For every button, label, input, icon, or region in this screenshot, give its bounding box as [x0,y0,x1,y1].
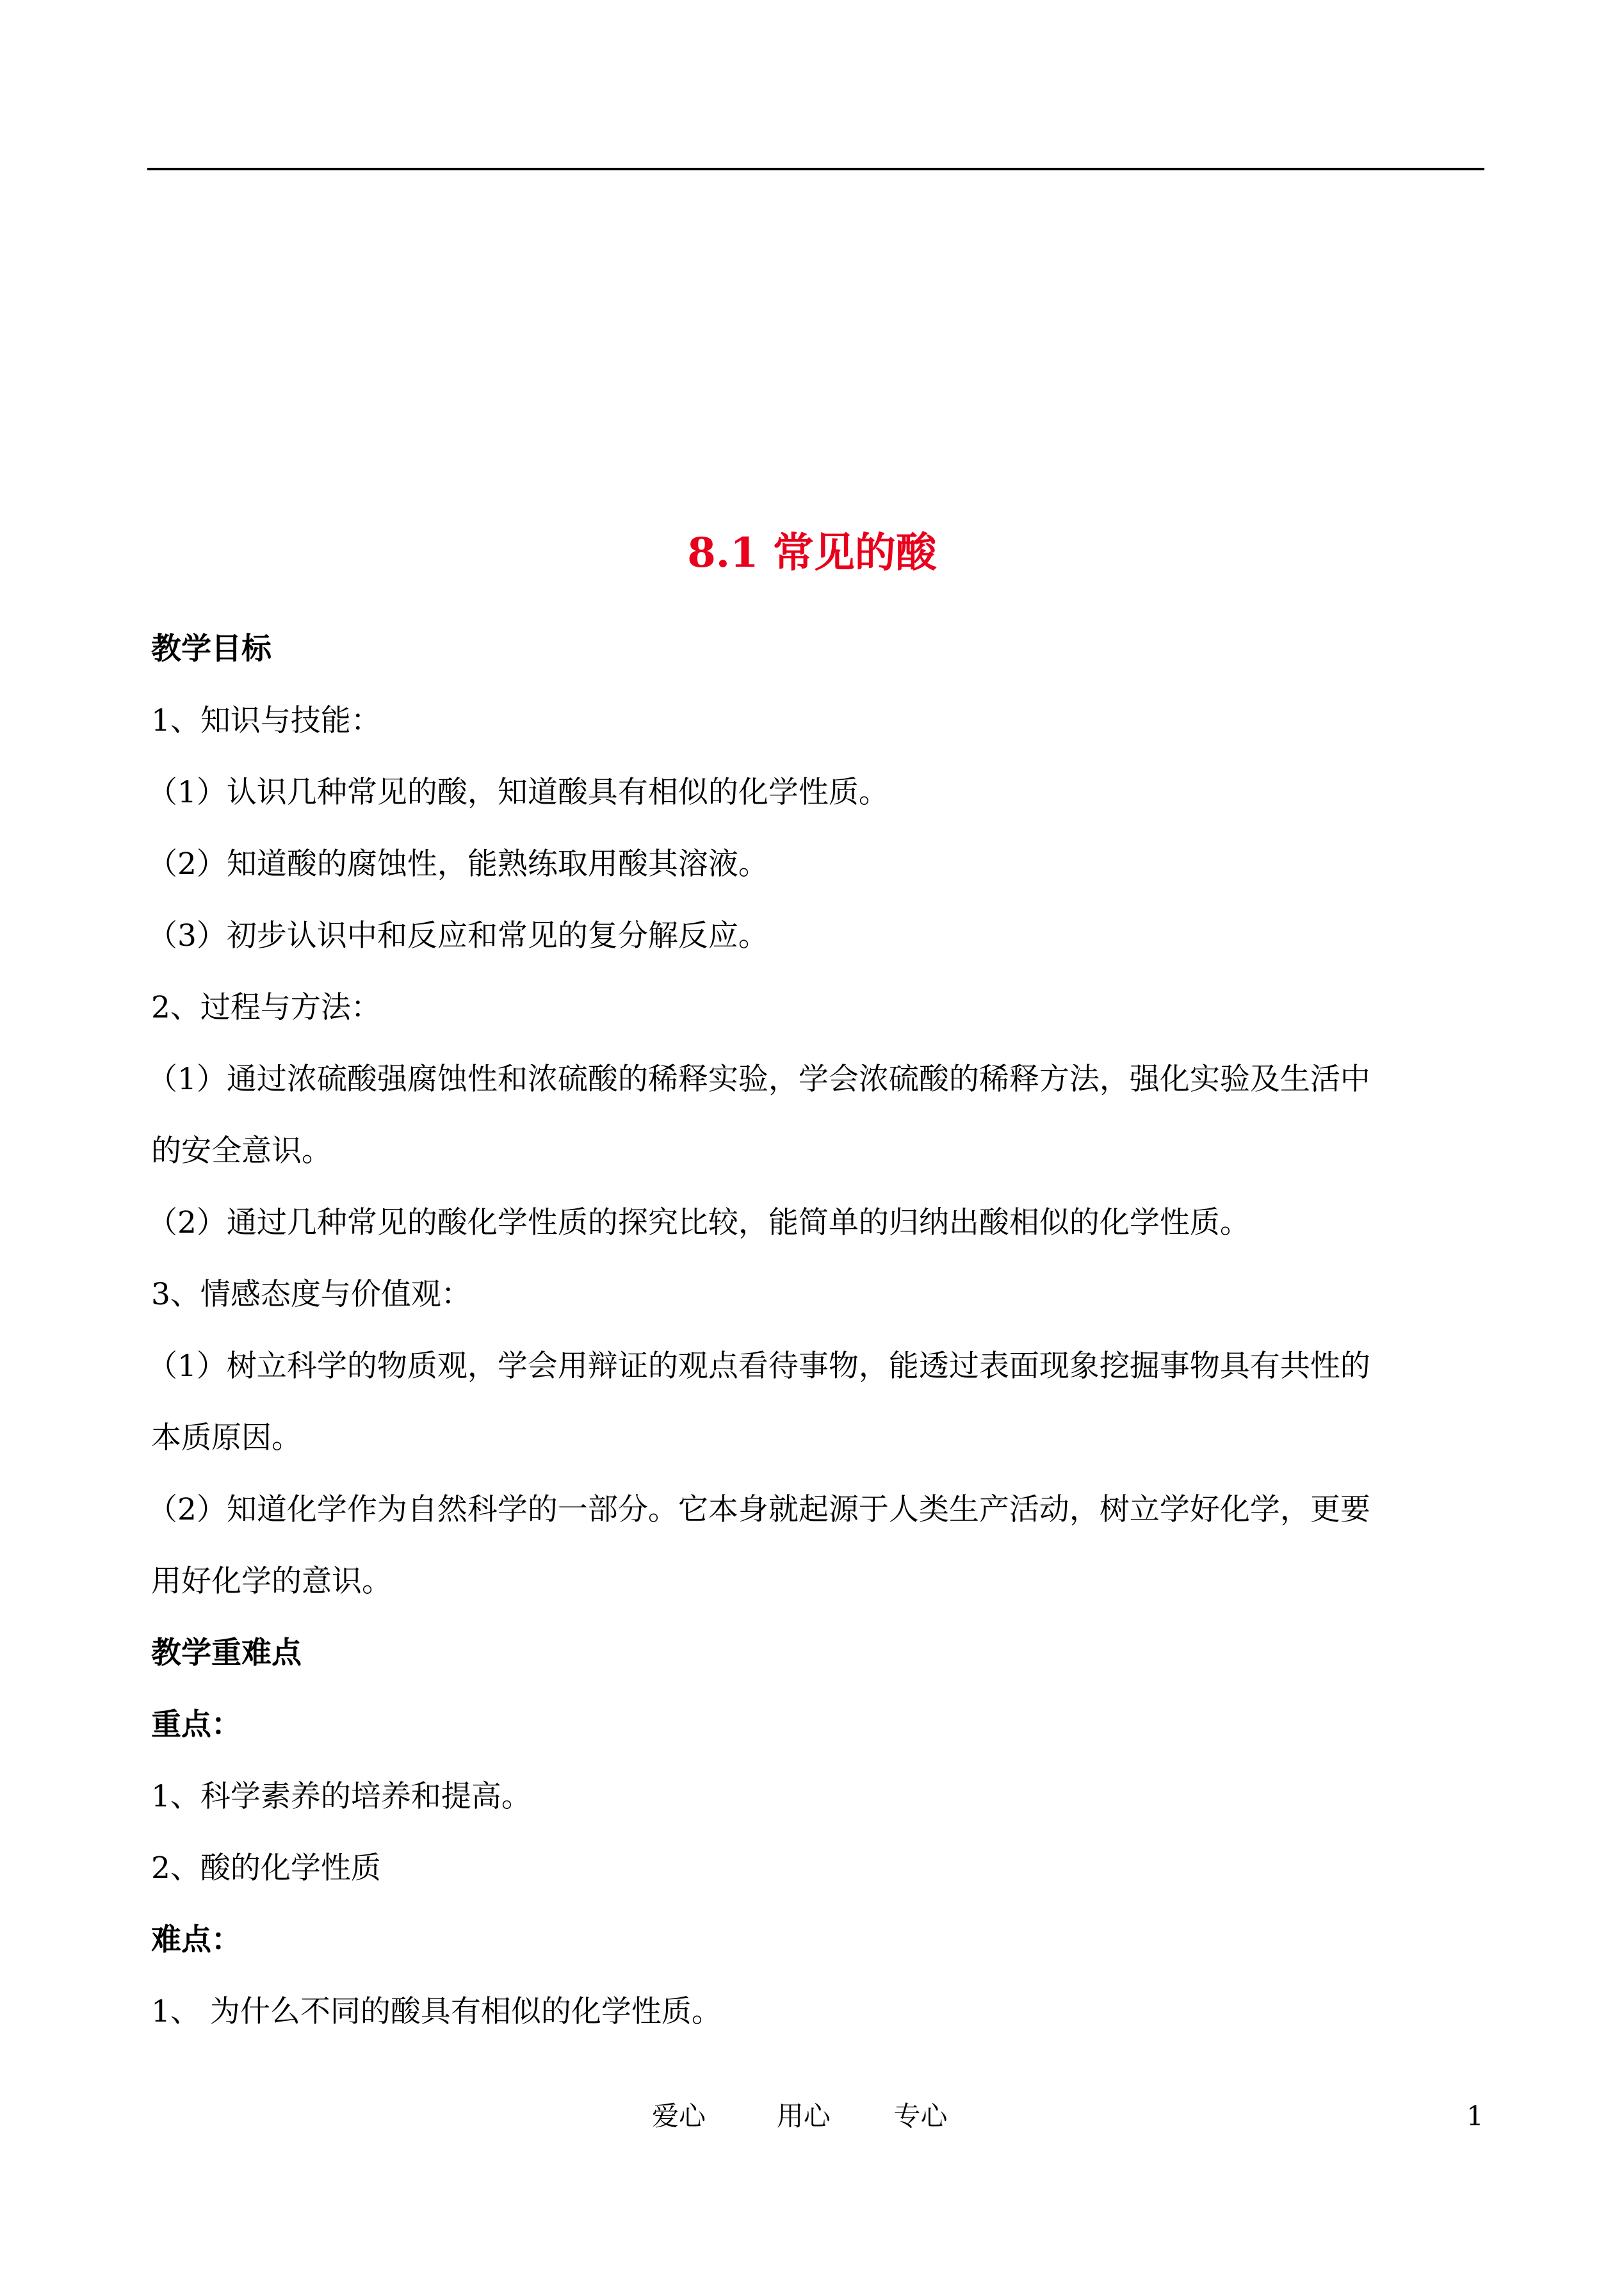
key-item-2: 2、酸的化学性质 [151,1851,381,1886]
document-body [147,613,1477,2048]
footer-slogan [652,2094,947,2139]
knowledge-heading: 1、知识与技能： [151,703,381,738]
key-heading: 重点： [151,1707,241,1742]
key-item-1: 1、科学素养的培养和提高。 [151,1779,532,1814]
hard-heading: 难点： [151,1922,241,1958]
emotion-item-2-line-1: （2）知道化学作为自然科学的一部分。它本身就起源于人类生产活动，树立学好化学，更要 [147,1492,1370,1527]
document-title: 8.1 常见的酸 [687,529,937,577]
knowledge-item-2: （2）知道酸的腐蚀性，能熟练取用酸其溶液。 [147,847,768,882]
page-number: 1 [1466,2100,1484,2132]
process-item-1-line-2: 的安全意识。 [151,1133,332,1169]
emotion-item-2-line-2: 用好化学的意识。 [151,1564,392,1599]
process-item-1-line-1: （1）通过浓硫酸强腐蚀性和浓硫酸的稀释实验，学会浓硫酸的稀释方法，强化实验及生活中 [147,1062,1370,1097]
process-item-2: （2）通过几种常见的酸化学性质的探究比较，能简单的归纳出酸相似的化学性质。 [147,1205,1250,1240]
footer-slogan-3: 专心 [893,2100,948,2132]
difficulty-heading: 教学重难点 [151,1635,302,1671]
emotion-item-1-line-1: （1）树立科学的物质观，学会用辩证的观点看待事物，能透过表面现象挖掘事物具有共性的 [147,1349,1370,1384]
knowledge-item-1: （1）认识几种常见的酸，知道酸具有相似的化学性质。 [147,775,889,810]
footer-slogan-1: 爱心 [652,2100,706,2132]
goals-heading: 教学目标 [151,631,272,667]
footer-slogan-2: 用心 [776,2100,831,2132]
process-heading: 2、过程与方法： [151,990,381,1025]
page-footer [0,2094,1624,2139]
header-rule [147,168,1484,170]
emotion-heading: 3、情感态度与价值观： [151,1277,471,1312]
emotion-item-1-line-2: 本质原因。 [151,1420,302,1456]
hard-item-1: 1、 为什么不同的酸具有相似的化学性质。 [151,1994,722,2029]
knowledge-item-3: （3）初步认识中和反应和常见的复分解反应。 [147,918,768,953]
